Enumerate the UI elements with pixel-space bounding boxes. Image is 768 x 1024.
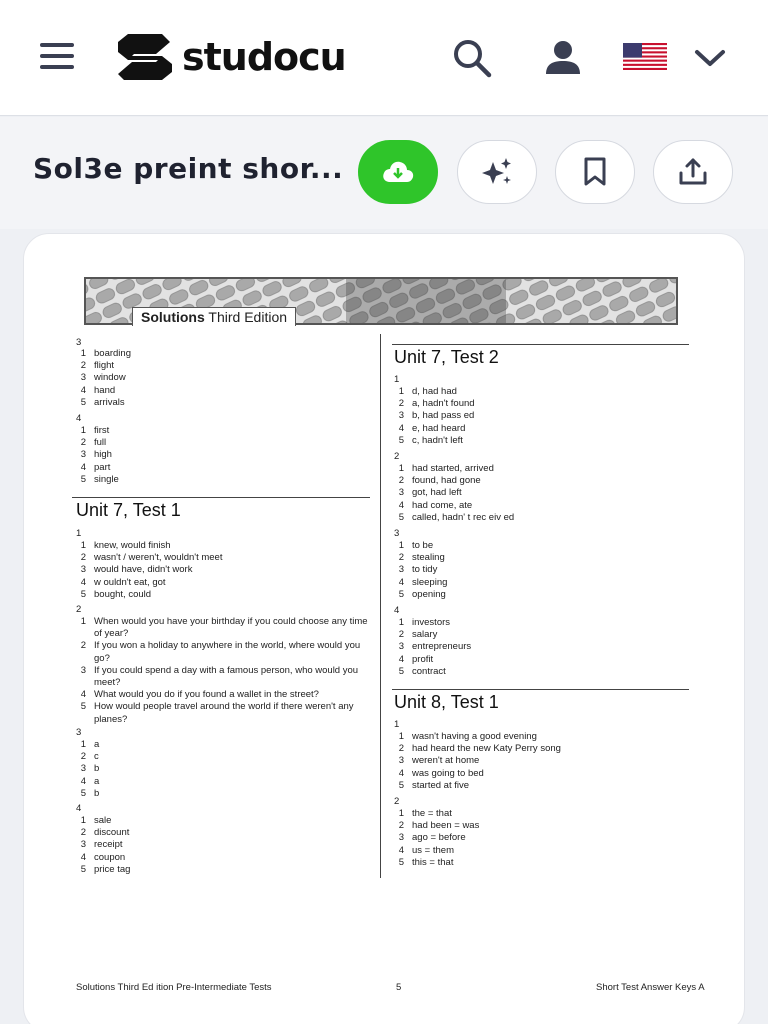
- answer-item-number: 3: [80, 564, 86, 576]
- answer-item-number: 5: [80, 863, 86, 875]
- answer-item-text: contract: [412, 665, 446, 677]
- answer-item-text: d, had had: [412, 386, 457, 397]
- section-rule: [72, 497, 370, 498]
- answer-item: [388, 808, 688, 820]
- answer-item-number: 2: [398, 552, 404, 564]
- answer-item: [70, 776, 370, 788]
- unit-heading: Unit 7, Test 1: [76, 500, 181, 520]
- answer-item: [388, 487, 688, 499]
- menu-icon[interactable]: [40, 43, 76, 69]
- answer-item-text: e, had heard: [412, 422, 466, 434]
- answer-item: [70, 385, 370, 397]
- answer-item-number: 2: [80, 827, 86, 839]
- answer-list: [70, 815, 370, 876]
- answer-item-number: 1: [80, 616, 86, 627]
- answer-item-text: to be: [412, 540, 434, 551]
- answer-item: [70, 839, 370, 851]
- answer-item-number: 1: [398, 540, 404, 551]
- answer-item-text: window: [94, 372, 126, 384]
- answer-item: [70, 449, 370, 461]
- answer-item-number: 5: [398, 434, 404, 446]
- answer-item: [70, 665, 370, 689]
- answer-item: [388, 666, 688, 678]
- answer-item: [70, 739, 370, 751]
- answer-item-number: 2: [80, 360, 86, 372]
- question-number: 3: [76, 727, 82, 738]
- answer-item-number: 2: [80, 437, 86, 449]
- answer-item-number: 2: [398, 820, 404, 832]
- answer-item-text: stealing: [412, 552, 445, 564]
- answer-item-text: coupon: [94, 851, 126, 863]
- answer-item-number: 1: [80, 425, 86, 436]
- answer-item-text: the = that: [412, 808, 452, 819]
- answer-item: [70, 564, 370, 576]
- answer-item-text: us = them: [412, 844, 454, 856]
- series-label: [132, 307, 296, 326]
- sparkles-icon: [479, 156, 515, 188]
- answer-item-number: 3: [398, 832, 404, 844]
- answer-item-number: 3: [80, 372, 86, 384]
- answer-item-number: 3: [80, 664, 86, 676]
- answer-item: [70, 827, 370, 839]
- answer-item-number: 5: [398, 856, 404, 868]
- answer-item-number: 2: [80, 751, 86, 763]
- question-number: 1: [76, 528, 82, 539]
- answer-item: [70, 462, 370, 474]
- answer-item-number: 1: [398, 463, 404, 474]
- answer-item: [388, 654, 688, 666]
- answer-item: [388, 386, 688, 398]
- answer-item-text: to tidy: [412, 564, 438, 576]
- answer-item: [70, 540, 370, 552]
- answer-item-number: 1: [80, 739, 86, 750]
- document-title: Sol3e preint shor...: [33, 152, 344, 185]
- answer-item: [70, 589, 370, 601]
- studocu-logo-mark: [114, 32, 176, 82]
- answer-item: [70, 788, 370, 800]
- answer-item: [388, 423, 688, 435]
- answer-item-number: 4: [398, 576, 404, 588]
- question-number: 4: [76, 803, 82, 814]
- unit-heading: Unit 7, Test 2: [394, 347, 499, 367]
- answer-list: [70, 425, 370, 486]
- question-number: 4: [394, 605, 400, 616]
- answer-item-text: discount: [94, 827, 130, 839]
- answer-item-number: 4: [398, 844, 404, 856]
- answer-item-text: When would you have your birthday if you could choose any time of year?: [94, 616, 368, 640]
- answer-item: [388, 731, 688, 743]
- download-button[interactable]: [358, 140, 438, 204]
- answer-item: [388, 463, 688, 475]
- answer-item-number: 3: [80, 449, 86, 461]
- answer-item: [70, 864, 370, 876]
- answer-item: [388, 552, 688, 564]
- answer-item-number: 3: [80, 839, 86, 851]
- answer-item-number: 5: [80, 701, 86, 713]
- answer-item: [70, 763, 370, 775]
- answer-item-text: investors: [412, 617, 451, 628]
- answer-item-text: would have, didn't work: [94, 564, 193, 576]
- share-icon: [678, 157, 708, 187]
- question-number: 1: [394, 719, 400, 730]
- answer-item: [388, 540, 688, 552]
- answer-item: [70, 348, 370, 360]
- answer-item: [388, 410, 688, 422]
- answer-item-number: 4: [398, 422, 404, 434]
- answer-item-text: flight: [94, 360, 115, 372]
- answer-item-text: had come, ate: [412, 499, 473, 511]
- answer-item-number: 5: [398, 779, 404, 791]
- answer-item: [388, 641, 688, 653]
- answer-item: [70, 701, 370, 725]
- answer-item-text: b, had pass ed: [412, 410, 475, 422]
- answer-item: [388, 768, 688, 780]
- answer-item-text: high: [94, 449, 112, 461]
- answer-item-text: salary: [412, 629, 438, 641]
- answer-item: [388, 435, 688, 447]
- answer-item-text: sleeping: [412, 576, 448, 588]
- answer-item-text: sale: [94, 815, 112, 826]
- answer-item: [70, 425, 370, 437]
- top-bar: [0, 0, 768, 116]
- search-icon[interactable]: [450, 36, 494, 80]
- answer-item-number: 2: [398, 475, 404, 487]
- answer-item-number: 1: [80, 348, 86, 359]
- answer-item: [388, 845, 688, 857]
- answer-item-text: had heard the new Katy Perry song: [412, 743, 561, 755]
- section-rule: [392, 689, 689, 690]
- answer-item: [388, 755, 688, 767]
- answer-item-number: 5: [80, 588, 86, 600]
- question-number: 2: [76, 604, 82, 615]
- section-rule: [392, 344, 689, 345]
- answer-item-number: 4: [80, 461, 86, 473]
- answer-item-text: hand: [94, 384, 116, 396]
- answer-item-text: What would you do if you found a wallet in the street?: [94, 689, 319, 701]
- answer-item-text: was going to bed: [412, 767, 484, 779]
- answer-item-text: full: [94, 437, 107, 449]
- answer-list: [388, 808, 688, 869]
- answer-item-text: wasn't having a good evening: [412, 731, 537, 742]
- answer-item: [388, 577, 688, 589]
- footer-title: Solutions Third Ed ition Pre-Intermediate Tests: [76, 982, 272, 993]
- answer-item: [70, 577, 370, 589]
- answer-item-text: part: [94, 461, 111, 473]
- question-number: 4: [76, 413, 82, 424]
- answer-item-number: 2: [398, 398, 404, 410]
- answer-item: [388, 617, 688, 629]
- answer-item-number: 4: [398, 499, 404, 511]
- answer-item-text: entrepreneurs: [412, 641, 472, 653]
- chevron-down-icon[interactable]: [688, 36, 732, 80]
- answer-item: [388, 857, 688, 869]
- answer-list: [388, 731, 688, 792]
- answer-item-text: arrivals: [94, 396, 125, 408]
- answer-item-number: 4: [80, 851, 86, 863]
- answer-item-text: If you could spend a day with a famous person, who would you meet?: [94, 664, 359, 689]
- answer-item-text: boarding: [94, 348, 131, 359]
- answer-list: [388, 617, 688, 678]
- answer-item-text: ago = before: [412, 832, 466, 844]
- answer-item-text: a, hadn't found: [412, 398, 475, 410]
- answer-item: [70, 474, 370, 486]
- answer-item-number: 1: [80, 815, 86, 826]
- answer-item: [70, 751, 370, 763]
- answer-list: [388, 463, 688, 524]
- answer-item: [388, 475, 688, 487]
- series-label-bold: Solutions: [141, 309, 205, 325]
- answer-item: [388, 629, 688, 641]
- answer-item-text: price tag: [94, 863, 131, 875]
- studocu-logo[interactable]: [114, 32, 346, 82]
- answer-item: [70, 640, 370, 664]
- unit-heading: Unit 8, Test 1: [394, 692, 499, 712]
- answer-list: [388, 386, 688, 447]
- answer-item-number: 1: [398, 617, 404, 628]
- answer-item: [388, 832, 688, 844]
- column-divider: [380, 334, 381, 878]
- cloud-download-icon: [381, 158, 415, 186]
- answer-item: [70, 360, 370, 372]
- answer-item: [70, 616, 370, 640]
- answer-item: [70, 372, 370, 384]
- brand-name: studocu: [182, 35, 346, 79]
- answer-item-number: 3: [398, 410, 404, 422]
- answer-item-text: had been = was: [412, 820, 480, 832]
- answer-item-number: 4: [398, 653, 404, 665]
- footer-section: Short Test Answer Keys A: [596, 982, 705, 993]
- answer-item-text: profit: [412, 653, 434, 665]
- answer-list: [70, 739, 370, 800]
- answer-item-number: 2: [80, 640, 86, 652]
- answer-item-text: weren't at home: [412, 755, 480, 767]
- answer-item-text: started at five: [412, 779, 470, 791]
- answer-item-number: 4: [80, 384, 86, 396]
- answer-item-number: 1: [398, 386, 404, 397]
- answer-item-number: 1: [398, 808, 404, 819]
- answer-list: [388, 540, 688, 601]
- question-number: 3: [394, 528, 400, 539]
- answer-item-number: 2: [398, 629, 404, 641]
- page-number: 5: [396, 982, 402, 993]
- answer-item-number: 2: [398, 743, 404, 755]
- answer-item-number: 3: [398, 755, 404, 767]
- answer-item-text: found, had gone: [412, 475, 481, 487]
- series-label-rest: Third Edition: [204, 309, 288, 325]
- question-number: 1: [394, 374, 400, 385]
- answer-item-number: 1: [80, 540, 86, 551]
- answer-item: [388, 780, 688, 792]
- bookmark-icon: [582, 157, 608, 187]
- question-number: 2: [394, 451, 400, 462]
- answer-item-number: 5: [398, 665, 404, 677]
- answer-item-text: a: [94, 775, 100, 787]
- answer-item-number: 3: [398, 487, 404, 499]
- answer-item-number: 3: [398, 641, 404, 653]
- answer-item: [70, 552, 370, 564]
- answer-item-number: 3: [398, 564, 404, 576]
- answer-item: [70, 815, 370, 827]
- answer-item-number: 2: [80, 552, 86, 564]
- answer-item-text: c: [94, 751, 99, 763]
- answer-item: [388, 589, 688, 601]
- answer-item-number: 1: [398, 731, 404, 742]
- answer-item: [70, 689, 370, 701]
- bookmark-button[interactable]: [555, 140, 635, 204]
- answer-item-text: a: [94, 739, 100, 750]
- answer-item: [388, 512, 688, 524]
- answer-list: [70, 540, 370, 601]
- answer-item: [388, 820, 688, 832]
- answer-item: [70, 437, 370, 449]
- answer-item-number: 5: [80, 396, 86, 408]
- answer-item-text: b: [94, 763, 100, 775]
- answer-item-number: 5: [80, 787, 86, 799]
- answer-item-text: If you won a holiday to anywhere in the world, where would you go?: [94, 640, 361, 664]
- answer-item-text: first: [94, 425, 110, 436]
- answer-item-number: 4: [80, 689, 86, 701]
- answer-item-text: had started, arrived: [412, 463, 494, 474]
- answer-item: [70, 397, 370, 409]
- answer-item-text: c, hadn't left: [412, 434, 463, 446]
- answer-item-text: this = that: [412, 856, 454, 868]
- answer-item-text: b: [94, 787, 100, 799]
- answer-list: [70, 616, 370, 726]
- answer-item-number: 5: [398, 511, 404, 523]
- answer-item-text: got, had left: [412, 487, 462, 499]
- answer-item-text: single: [94, 473, 119, 485]
- answer-item-text: opening: [412, 588, 446, 600]
- answer-item-text: knew, would finish: [94, 540, 171, 551]
- answer-item-text: bought, could: [94, 588, 152, 600]
- answer-item: [388, 398, 688, 410]
- user-icon[interactable]: [541, 36, 585, 80]
- answer-item-text: w ouldn't eat, got: [94, 576, 166, 588]
- question-number: 3: [76, 337, 82, 348]
- answer-item-number: 5: [80, 473, 86, 485]
- answer-item-text: How would people travel around the world if there weren't any planes?: [94, 701, 354, 725]
- answer-item: [70, 852, 370, 864]
- answer-item: [388, 500, 688, 512]
- answer-list: [70, 348, 370, 409]
- answer-item-text: receipt: [94, 839, 123, 851]
- answer-item-text: wasn't / weren't, wouldn't meet: [94, 552, 223, 564]
- answer-item-text: called, hadn' t rec eiv ed: [412, 511, 515, 523]
- question-number: 2: [394, 796, 400, 807]
- answer-item: [388, 743, 688, 755]
- ai-assistant-button[interactable]: [457, 140, 537, 204]
- answer-item-number: 3: [80, 763, 86, 775]
- us-flag-icon[interactable]: [623, 43, 667, 70]
- answer-item-number: 4: [80, 576, 86, 588]
- answer-item-number: 4: [80, 775, 86, 787]
- answer-item: [388, 564, 688, 576]
- share-button[interactable]: [653, 140, 733, 204]
- answer-item-number: 5: [398, 588, 404, 600]
- answer-item-number: 4: [398, 767, 404, 779]
